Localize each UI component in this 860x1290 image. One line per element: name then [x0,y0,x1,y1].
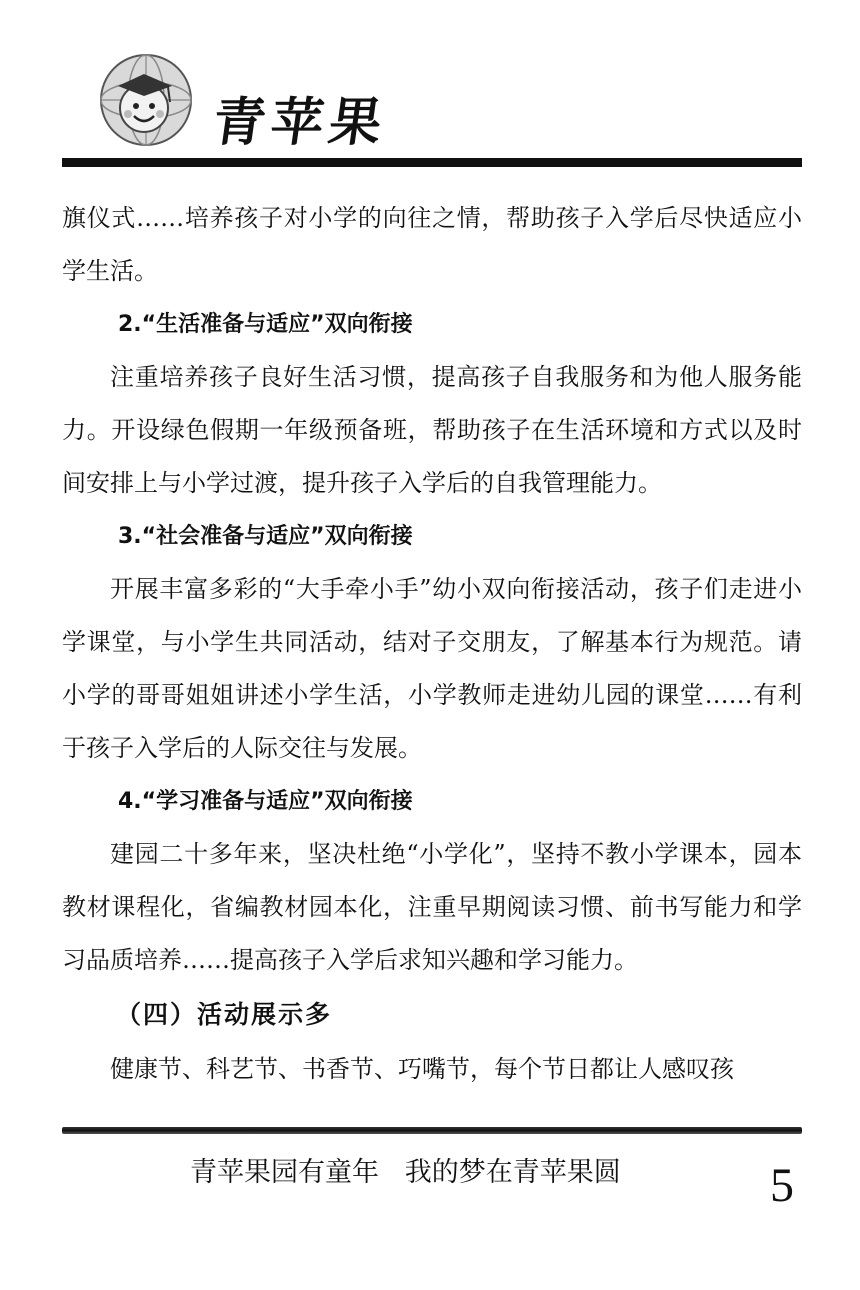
paragraph-study-preparation: 建园二十多年来，坚决杜绝“小学化”，坚持不教小学课本，园本教材课程化，省编教材园本化，注重早期阅读习惯、前书写能力和学习品质培养……提高孩子入学后求知兴趣和学习能力。 [62,840,802,974]
paragraph-life-preparation: 注重培养孩子良好生活习惯，提高孩子自我服务和为他人服务能力。开设绿色假期一年级预备班，帮助孩子在生活环境和方式以及时间安排上与小学过渡，提升孩子入学后的自我管理能力。 [62,363,802,497]
paragraph-activities: 健康节、科艺节、书香节、巧嘴节，每个节日都让人感叹孩 [110,1055,734,1083]
page-number: 5 [770,1159,794,1212]
section-heading-activities: （四）活动展示多 [116,1000,333,1029]
page-body [62,192,802,1096]
subheading-social-preparation: 3.“社会准备与适应”双向衔接 [118,524,413,549]
paragraph-social-preparation: 开展丰富多彩的“大手牵小手”幼小双向衔接活动，孩子们走进小学课堂，与小学生共同活动，结对子交朋友，了解基本行为规范。请小学的哥哥姐姐讲述小学生活，小学教师走进幼儿园的课堂……有利于孩子入学后的人际交往与发展。 [62,575,802,762]
subheading-life-preparation: 2.“生活准备与适应”双向衔接 [118,312,413,337]
paragraph-continuation: 旗仪式……培养孩子对小学的向往之情，帮助孩子入学后尽快适应小学生活。 [62,204,802,285]
footer-slogan: 青苹果园有童年 我的梦在青苹果圆 [190,1157,621,1188]
subheading-study-preparation: 4.“学习准备与适应”双向衔接 [118,789,413,814]
footer-rule [62,1127,802,1134]
smiling-apple-globe-icon [98,52,194,148]
page-header [0,0,860,175]
header-rule [62,158,802,167]
brand-title: 青苹果 [209,92,392,153]
